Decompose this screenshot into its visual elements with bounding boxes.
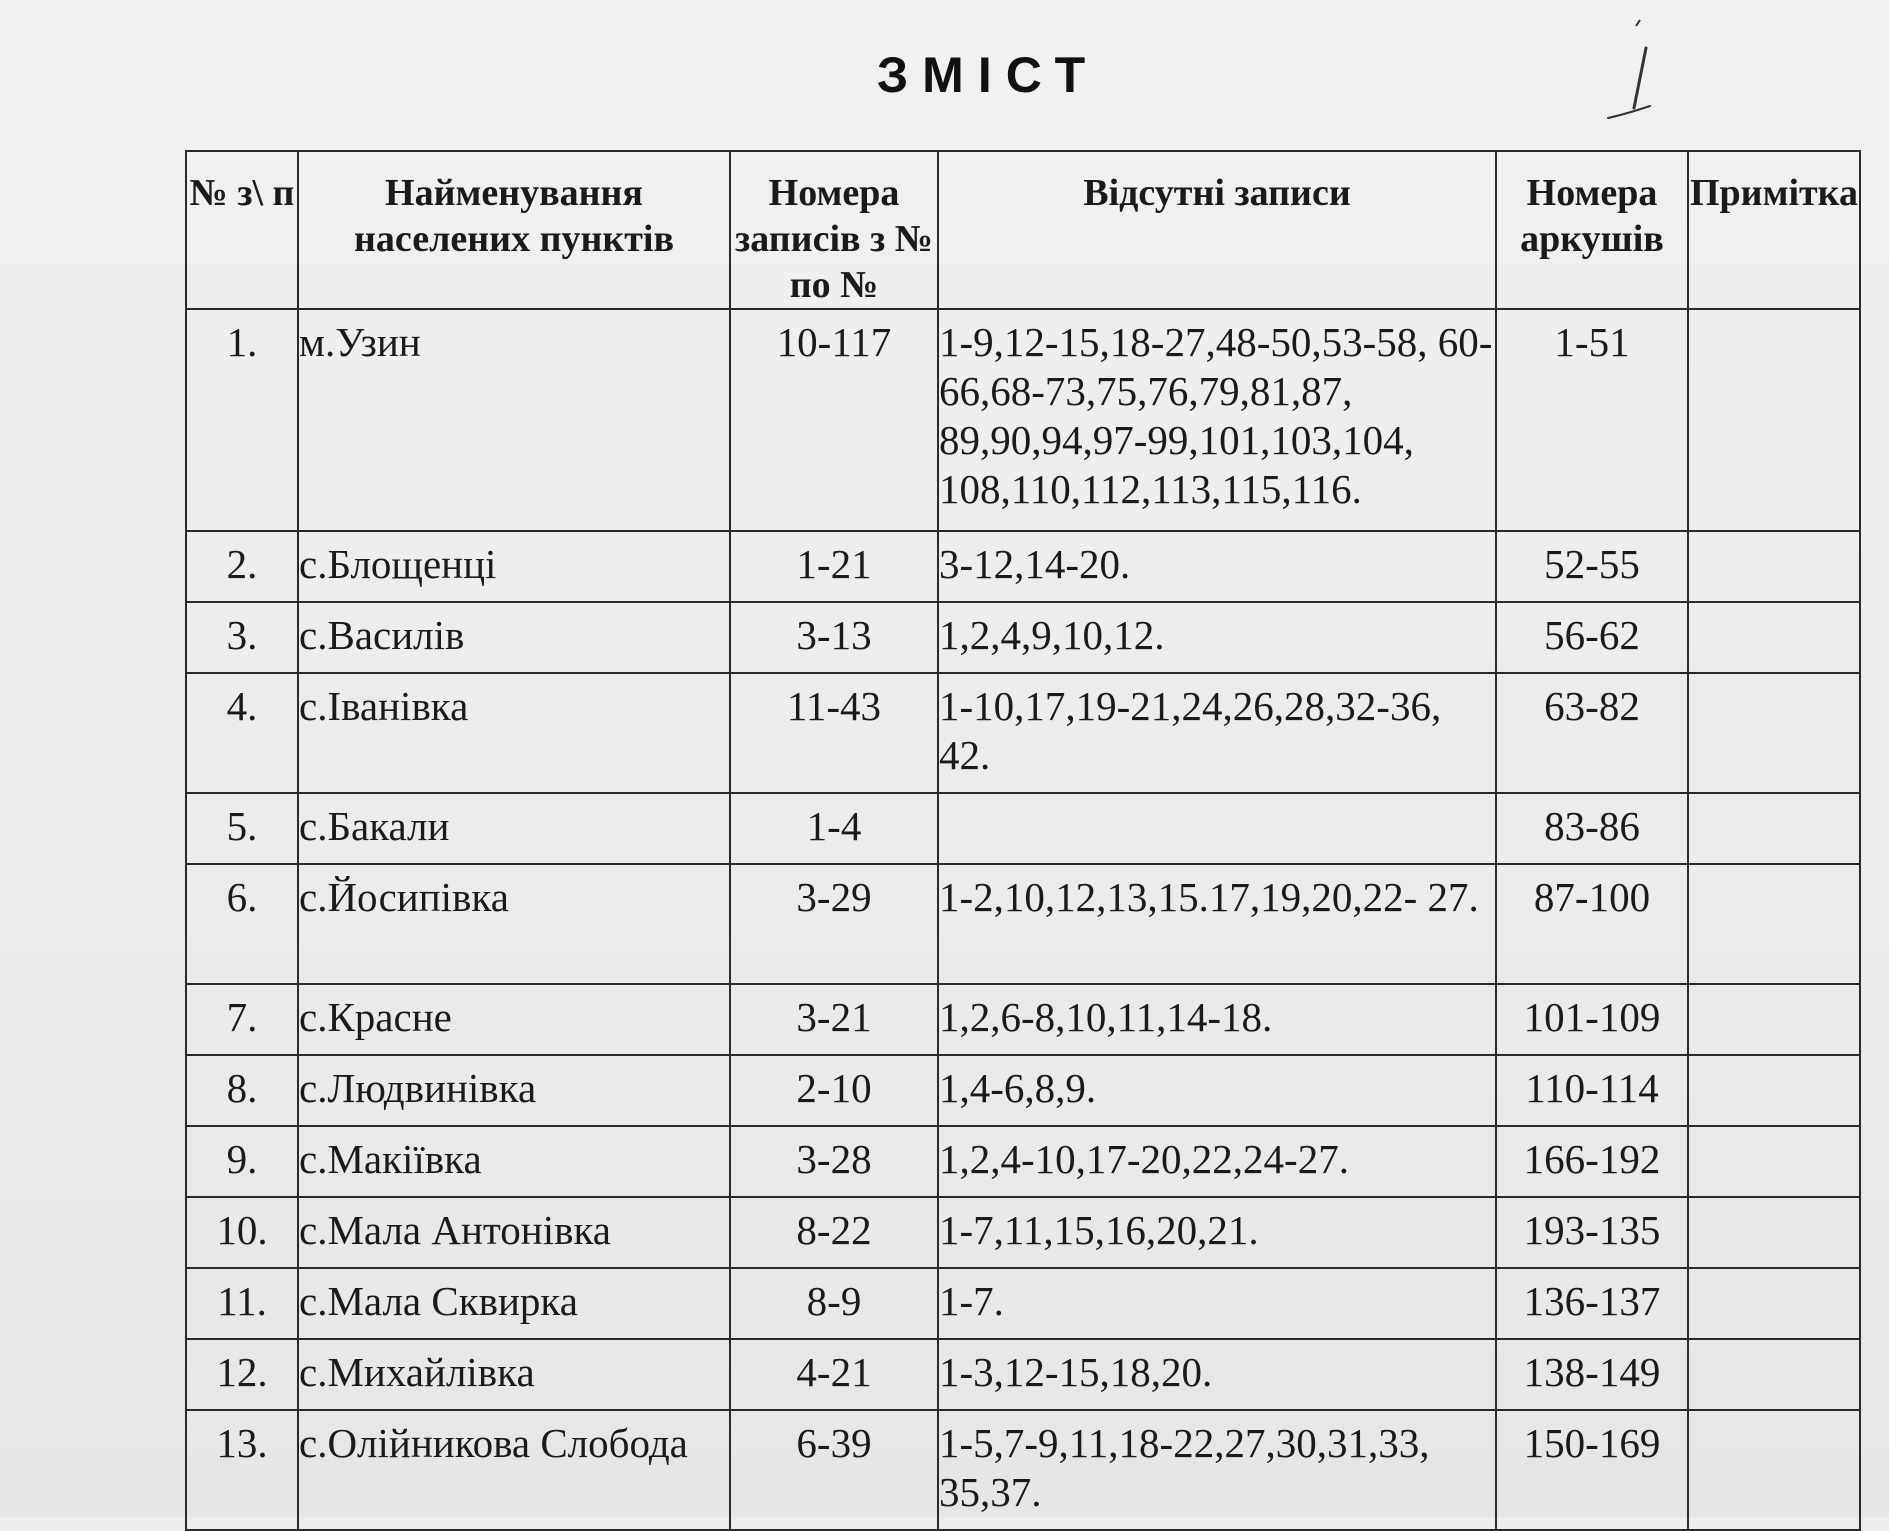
table-row: [186, 1055, 1860, 1126]
row-missing: 1,2,4,9,10,12.: [938, 602, 1496, 673]
row-note: [1688, 602, 1860, 673]
row-num: 8.: [186, 1055, 298, 1126]
row-sheets: 101-109: [1496, 984, 1688, 1055]
row-missing: 3-12,14-20.: [938, 531, 1496, 602]
table-row: [186, 1410, 1860, 1530]
row-note: [1688, 1268, 1860, 1339]
row-range: 8-9: [730, 1268, 938, 1339]
table-row: [186, 602, 1860, 673]
row-num: 7.: [186, 984, 298, 1055]
row-missing: 1,2,6-8,10,11,14-18.: [938, 984, 1496, 1055]
header-num: № з\ п: [186, 151, 298, 309]
row-note: [1688, 1126, 1860, 1197]
row-name: с.Макіївка: [298, 1126, 730, 1197]
table-row: [186, 984, 1860, 1055]
header-sheets: Номера аркушів: [1496, 151, 1688, 309]
row-note: [1688, 531, 1860, 602]
row-note: [1688, 984, 1860, 1055]
table-row: [186, 309, 1860, 531]
row-sheets: 63-82: [1496, 673, 1688, 793]
table-row: [186, 864, 1860, 984]
row-num: 2.: [186, 531, 298, 602]
row-sheets: 1-51: [1496, 309, 1688, 531]
row-name: с.Олійникова Слобода: [298, 1410, 730, 1530]
row-name: м.Узин: [298, 309, 730, 531]
row-name: с.Василів: [298, 602, 730, 673]
row-range: 3-28: [730, 1126, 938, 1197]
row-missing: [938, 793, 1496, 864]
header-note: Примітка: [1688, 151, 1860, 309]
row-range: 1-21: [730, 531, 938, 602]
row-range: 11-43: [730, 673, 938, 793]
row-num: 4.: [186, 673, 298, 793]
row-sheets: 87-100: [1496, 864, 1688, 984]
row-num: 12.: [186, 1339, 298, 1410]
row-note: [1688, 673, 1860, 793]
row-missing: 1,2,4-10,17-20,22,24-27.: [938, 1126, 1496, 1197]
row-name: с.Мала Антонівка: [298, 1197, 730, 1268]
header-range: Номера записів з № по №: [730, 151, 938, 309]
row-sheets: 56-62: [1496, 602, 1688, 673]
row-name: с.Людвинівка: [298, 1055, 730, 1126]
row-sheets: 52-55: [1496, 531, 1688, 602]
row-missing: 1-2,10,12,13,15.17,19,20,22- 27.: [938, 864, 1496, 984]
contents-table: [185, 150, 1861, 1531]
handwritten-page-number: [1606, 18, 1666, 128]
row-name: с.Красне: [298, 984, 730, 1055]
row-note: [1688, 1339, 1860, 1410]
row-note: [1688, 309, 1860, 531]
row-sheets: 110-114: [1496, 1055, 1688, 1126]
row-name: с.Блощенці: [298, 531, 730, 602]
header-row: [186, 151, 1860, 309]
row-missing: 1-9,12-15,18-27,48-50,53-58, 60-66,68-73,75,76,79,81,87, 89,90,94,97-99,101,103,104, 108,110,112,113,115,116.: [938, 309, 1496, 531]
row-name: с.Михайлівка: [298, 1339, 730, 1410]
row-num: 5.: [186, 793, 298, 864]
row-name: с.Йосипівка: [298, 864, 730, 984]
row-note: [1688, 1410, 1860, 1530]
row-missing: 1-7.: [938, 1268, 1496, 1339]
row-range: 8-22: [730, 1197, 938, 1268]
row-num: 6.: [186, 864, 298, 984]
row-num: 10.: [186, 1197, 298, 1268]
row-num: 11.: [186, 1268, 298, 1339]
row-name: с.Мала Сквирка: [298, 1268, 730, 1339]
row-sheets: 138-149: [1496, 1339, 1688, 1410]
table-row: [186, 1126, 1860, 1197]
row-missing: 1-7,11,15,16,20,21.: [938, 1197, 1496, 1268]
row-num: 9.: [186, 1126, 298, 1197]
table-row: [186, 1197, 1860, 1268]
row-name: с.Бакали: [298, 793, 730, 864]
row-range: 3-21: [730, 984, 938, 1055]
row-sheets: 166-192: [1496, 1126, 1688, 1197]
row-num: 1.: [186, 309, 298, 531]
row-range: 10-117: [730, 309, 938, 531]
row-missing: 1,4-6,8,9.: [938, 1055, 1496, 1126]
row-sheets: 193-135: [1496, 1197, 1688, 1268]
row-name: с.Іванівка: [298, 673, 730, 793]
row-missing: 1-5,7-9,11,18-22,27,30,31,33, 35,37.: [938, 1410, 1496, 1530]
table-row: [186, 1339, 1860, 1410]
row-sheets: 136-137: [1496, 1268, 1688, 1339]
table-row: [186, 531, 1860, 602]
header-name: Найменування населених пунктів: [298, 151, 730, 309]
row-note: [1688, 1197, 1860, 1268]
row-num: 13.: [186, 1410, 298, 1530]
row-sheets: 150-169: [1496, 1410, 1688, 1530]
row-range: 6-39: [730, 1410, 938, 1530]
header-missing: Відсутні записи: [938, 151, 1496, 309]
table-row: [186, 1268, 1860, 1339]
row-range: 3-29: [730, 864, 938, 984]
row-range: 3-13: [730, 602, 938, 673]
row-num: 3.: [186, 602, 298, 673]
row-missing: 1-10,17,19-21,24,26,28,32-36, 42.: [938, 673, 1496, 793]
table-row: [186, 793, 1860, 864]
row-note: [1688, 1055, 1860, 1126]
row-sheets: 83-86: [1496, 793, 1688, 864]
table-row: [186, 673, 1860, 793]
row-missing: 1-3,12-15,18,20.: [938, 1339, 1496, 1410]
row-range: 2-10: [730, 1055, 938, 1126]
row-range: 4-21: [730, 1339, 938, 1410]
row-range: 1-4: [730, 793, 938, 864]
row-note: [1688, 864, 1860, 984]
row-note: [1688, 793, 1860, 864]
document-title: ЗМІСТ: [876, 47, 1100, 103]
